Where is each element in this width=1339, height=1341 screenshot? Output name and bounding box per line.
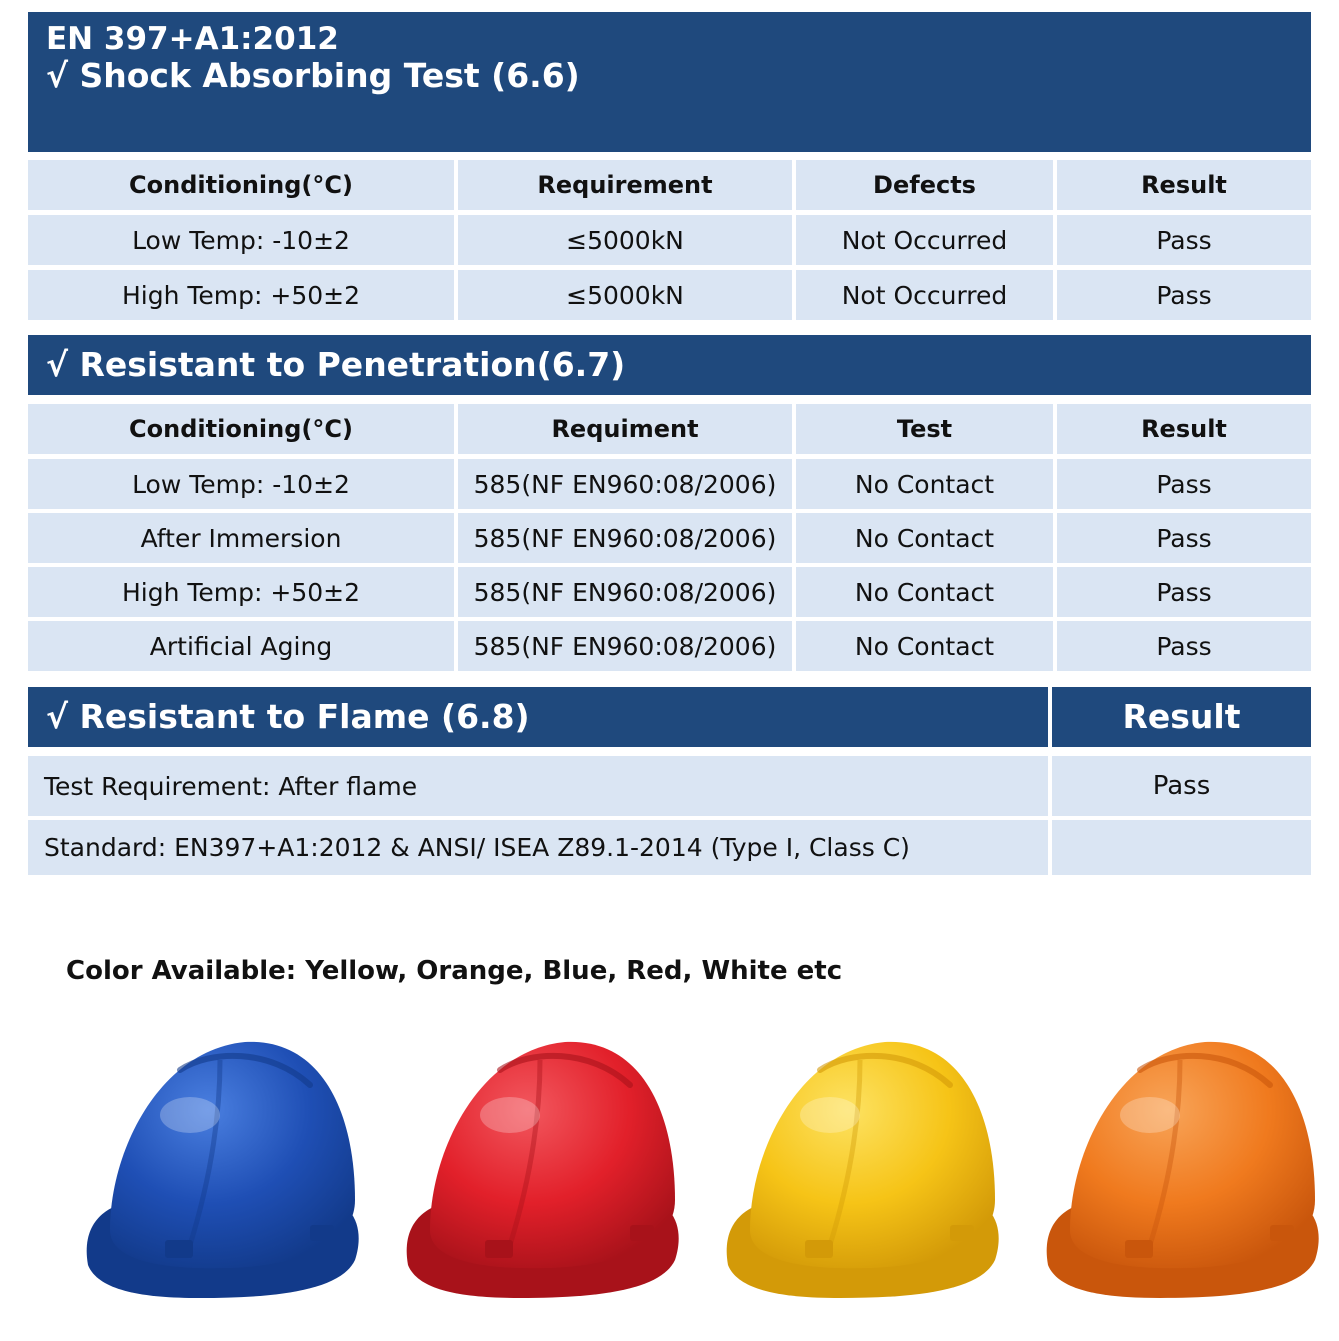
header-result: Result: [1057, 160, 1311, 210]
flame-standard-result-empty: [1052, 820, 1311, 875]
flame-requirement-result: Pass: [1052, 756, 1311, 816]
cell-result: Pass: [1057, 567, 1311, 617]
table-row: [28, 621, 1311, 671]
header-conditioning: Conditioning(°C): [28, 160, 454, 210]
flame-header-band: [28, 687, 1048, 747]
table-row: [28, 215, 1311, 265]
header-requirement: Requirement: [458, 160, 792, 210]
cell-conditioning: High Temp: +50±2: [28, 567, 454, 617]
cell-defects: Not Occurred: [796, 270, 1053, 320]
cell-requirement: ≤5000kN: [458, 270, 792, 320]
blue-helmet: [70, 1030, 370, 1330]
flame-section-title: √ Resistant to Flame (6.8): [46, 697, 530, 736]
header-result: Result: [1057, 404, 1311, 454]
cell-test: No Contact: [796, 567, 1053, 617]
table-row: [28, 459, 1311, 509]
yellow-helmet: [710, 1030, 1010, 1330]
cell-result: Pass: [1057, 270, 1311, 320]
flame-standard: Standard: EN397+A1:2012 & ANSI/ ISEA Z89.1-2014 (Type I, Class C): [28, 820, 1048, 875]
cell-result: Pass: [1057, 513, 1311, 563]
cell-test: No Contact: [796, 621, 1053, 671]
table-header-row: [28, 404, 1311, 454]
standard-title: EN 397+A1:2012: [46, 21, 339, 57]
cell-conditioning: High Temp: +50±2: [28, 270, 454, 320]
table-header-row: [28, 160, 1311, 210]
table-row: [28, 567, 1311, 617]
color-available-label: Color Available: Yellow, Orange, Blue, Red, White etc: [66, 956, 843, 986]
cell-requirement: 585(NF EN960:08/2006): [458, 621, 792, 671]
cell-test: No Contact: [796, 513, 1053, 563]
cell-conditioning: Artificial Aging: [28, 621, 454, 671]
flame-result-label: Result: [1122, 697, 1241, 736]
cell-result: Pass: [1057, 621, 1311, 671]
cell-requirement: 585(NF EN960:08/2006): [458, 459, 792, 509]
cell-requirement: 585(NF EN960:08/2006): [458, 567, 792, 617]
penetration-section-title: √ Resistant to Penetration(6.7): [46, 345, 626, 384]
header-test: Test: [796, 404, 1053, 454]
cell-conditioning: After Immersion: [28, 513, 454, 563]
cell-result: Pass: [1057, 459, 1311, 509]
table-row: [28, 513, 1311, 563]
header-conditioning: Conditioning(°C): [28, 404, 454, 454]
cell-requirement: ≤5000kN: [458, 215, 792, 265]
orange-helmet: [1030, 1030, 1330, 1330]
flame-requirement: Test Requirement: After flame: [28, 756, 1048, 816]
red-helmet: [390, 1030, 690, 1330]
cell-result: Pass: [1057, 215, 1311, 265]
cell-conditioning: Low Temp: -10±2: [28, 215, 454, 265]
cell-defects: Not Occurred: [796, 215, 1053, 265]
penetration-header-band: [28, 335, 1311, 395]
cell-conditioning: Low Temp: -10±2: [28, 459, 454, 509]
shock-header-band: [28, 12, 1311, 152]
shock-section-title: √ Shock Absorbing Test (6.6): [46, 56, 580, 95]
header-requirement: Requiment: [458, 404, 792, 454]
header-defects: Defects: [796, 160, 1053, 210]
cell-requirement: 585(NF EN960:08/2006): [458, 513, 792, 563]
helmet-gallery: [70, 1030, 1330, 1330]
cell-test: No Contact: [796, 459, 1053, 509]
flame-result-header: [1052, 687, 1311, 747]
table-row: [28, 270, 1311, 320]
